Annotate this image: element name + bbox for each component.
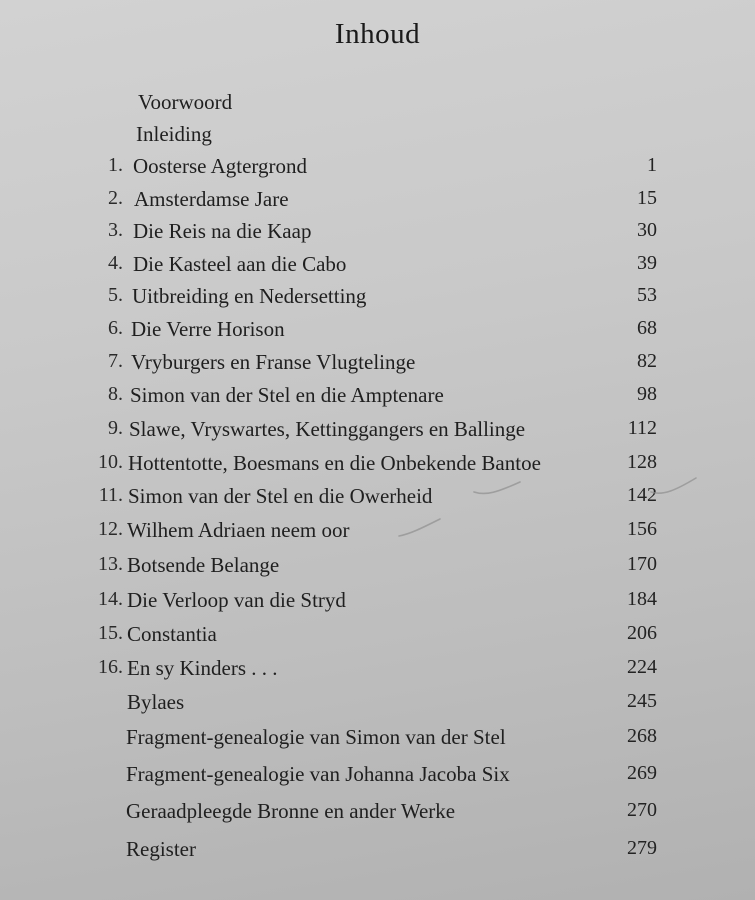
entry-page: 184 [627,588,657,610]
entry-number: 4. [108,252,123,274]
toc-entry-10 [0,451,755,481]
entry-page: 142 [627,484,657,506]
entry-title: Simon van der Stel en die Owerheid [128,484,433,508]
entry-number: 3. [108,219,123,241]
entry-page: 279 [627,837,657,859]
toc-entry-8 [0,383,755,413]
entry-number: 6. [108,317,123,339]
toc-entry-16 [0,656,755,686]
page-title: Inhoud [334,18,421,50]
entry-title: Vryburgers en Franse Vlugtelinge [131,350,416,374]
entry-title: Geraadpleegde Bronne en ander Werke [126,799,456,823]
toc-entry-1 [0,154,755,184]
entry-number: 7. [108,350,123,372]
pencil-tick-mark [470,478,530,502]
toc-entry-bylaes [0,690,755,720]
entry-number: 11. [98,484,123,506]
entry-page: 245 [627,690,657,712]
entry-title: Hottentotte, Boesmans en die Onbekende Bantoe [128,451,541,475]
toc-entry-voorwoord [0,90,755,120]
entry-title: Botsende Belange [127,553,280,577]
entry-number: 9. [108,417,123,439]
entry-title: Inleiding [136,122,212,146]
entry-title: Wilhem Adriaen neem oor [127,518,350,542]
entry-page: 270 [627,799,657,821]
entry-page: 206 [627,622,657,644]
pencil-tick-mark [396,516,446,542]
entry-title: Slawe, Vryswartes, Kettinggangers en Ballinge [129,417,526,441]
entry-page: 1 [647,154,657,176]
entry-number: 12. [98,518,123,540]
entry-number: 8. [108,383,123,405]
entry-title: Simon van der Stel en die Amptenare [130,383,444,407]
toc-entry-4 [0,252,755,282]
entry-page: 112 [627,417,657,439]
entry-number: 14. [98,588,123,610]
entry-title: Die Kasteel aan die Cabo [133,252,347,276]
toc-entry-genealogie-simon [0,725,755,755]
entry-number: 16. [98,656,123,678]
entry-title: Register [126,837,196,861]
toc-entry-3 [0,219,755,249]
entry-page: 15 [637,187,657,209]
entry-page: 269 [627,762,657,784]
entry-page: 128 [627,451,657,473]
entry-page: 53 [637,284,657,306]
toc-entry-bronne [0,799,755,829]
entry-title: Uitbreiding en Nedersetting [132,284,367,308]
entry-page: 68 [637,317,657,339]
entry-title: Voorwoord [138,90,233,114]
entry-page: 39 [637,252,657,274]
entry-title: Die Verre Horison [131,317,285,341]
entry-number: 15. [98,622,123,644]
entry-page: 170 [627,553,657,575]
toc-entry-2 [0,187,755,217]
toc-entry-13 [0,553,755,583]
entry-title: En sy Kinders . . . [127,656,278,680]
entry-title: Fragment-genealogie van Simon van der Stel [126,725,506,749]
entry-title: Die Reis na die Kaap [133,219,312,243]
entry-title: Oosterse Agtergrond [133,154,307,178]
toc-entry-15 [0,622,755,652]
toc-entry-6 [0,317,755,347]
entry-page: 30 [637,219,657,241]
entry-page: 224 [627,656,657,678]
entry-number: 10. [98,451,123,473]
toc-entry-inleiding [0,122,755,152]
toc-entry-genealogie-johanna [0,762,755,792]
toc-entry-11 [0,484,755,514]
toc-entry-7 [0,350,755,380]
toc-entry-9 [0,417,755,447]
pencil-tick-mark [648,474,704,502]
toc-entry-14 [0,588,755,618]
entry-page: 98 [637,383,657,405]
entry-title: Fragment-genealogie van Johanna Jacoba Six [126,762,510,786]
toc-entry-12 [0,518,755,548]
toc-entry-5 [0,284,755,314]
entry-title: Die Verloop van die Stryd [127,588,346,612]
toc-entry-register [0,837,755,867]
entry-page: 156 [627,518,657,540]
entry-page: 82 [637,350,657,372]
entry-number: 1. [108,154,123,176]
entry-number: 13. [98,553,123,575]
entry-number: 5. [108,284,123,306]
entry-page: 268 [627,725,657,747]
entry-number: 2. [108,187,123,209]
entry-title: Constantia [127,622,217,646]
entry-title: Amsterdamse Jare [134,187,289,211]
entry-title: Bylaes [127,690,185,714]
